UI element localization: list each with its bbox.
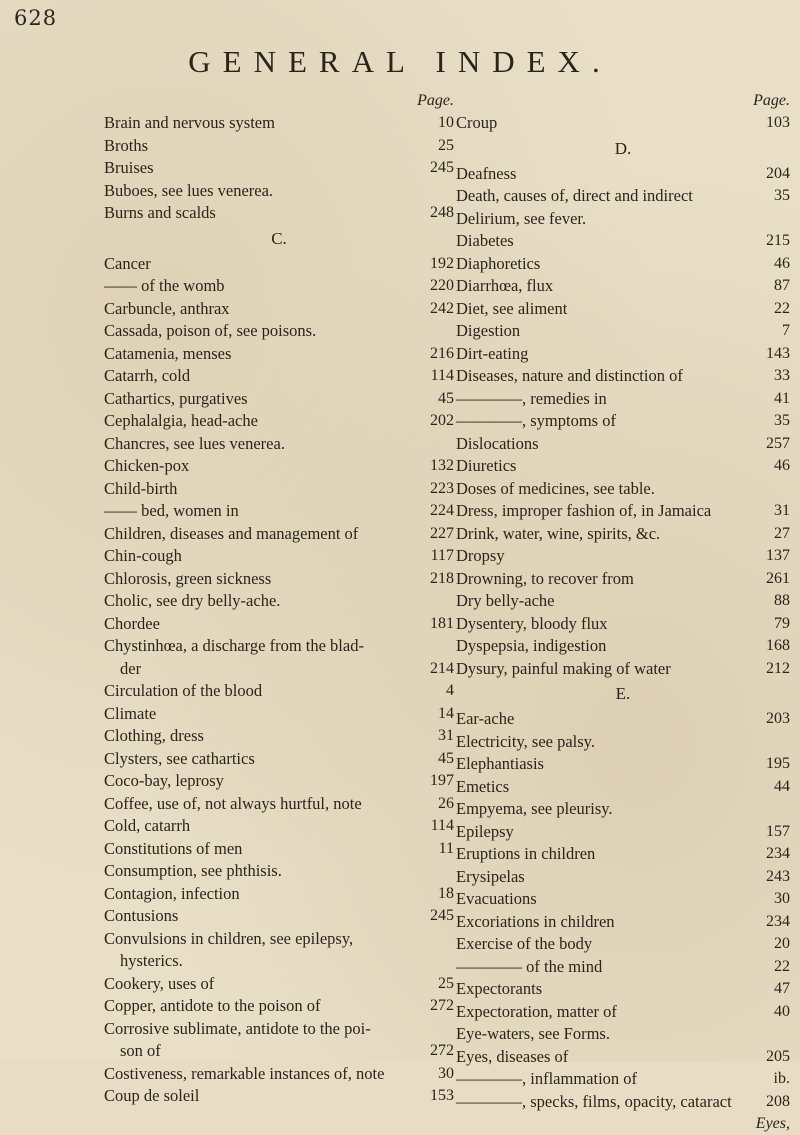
entry-text: Electricity, see palsy. [456,731,595,751]
entry-text: Diaphoretics [456,253,541,273]
entry-text: Diet, see aliment [456,298,568,318]
entry-page: 195 [766,755,790,772]
entry-text: Dislocations [456,433,539,453]
entry-page: 22 [774,957,790,975]
entry-page: 103 [766,114,790,131]
entry-text: —— bed, women in [104,501,239,520]
entry-page: 234 [766,912,790,930]
entry-page: 117 [430,547,454,564]
entry-text: Elephantiasis [456,754,544,773]
index-entry [456,545,790,568]
index-entry [104,680,454,703]
entry-text: Epilepsy [456,821,514,841]
entry-text: Buboes, see lues venerea. [104,180,274,200]
entry-text: Ear-ache [456,709,515,728]
entry-text: Delirium, see fever. [456,208,587,228]
index-entry [456,1046,790,1069]
index-entry [104,253,454,276]
entry-text: Doses of medicines, see table. [456,478,655,498]
entry-text: Constitutions of men [104,838,243,858]
entry-page: 245 [430,159,454,176]
entry-text: Diuretics [456,456,517,475]
entry-text: Emetics [456,776,510,796]
section-letter: D. [614,138,632,158]
index-entry [456,275,790,298]
entry-text: ————, symptoms of [456,411,616,430]
entry-text: Dry belly-ache [456,591,555,610]
index-entry [104,860,454,883]
index-entry [456,798,790,821]
index-entry [456,185,790,208]
index-entry [456,753,790,776]
entry-text: Dirt-eating [456,343,529,363]
entry-page: 242 [430,299,454,317]
index-entry [104,1085,454,1108]
index-entry [104,613,454,636]
index-entry [456,410,790,433]
index-entry [104,748,454,771]
index-entry [104,995,454,1018]
entry-page: 87 [774,277,790,294]
entry-page: 153 [430,1087,454,1104]
entry-page: 44 [774,777,790,795]
entry-page: 137 [766,547,790,564]
index-entry [104,1018,454,1041]
entry-text: Cancer [104,253,151,273]
index-entry [104,950,454,973]
index-entry [456,523,790,546]
index-entry [104,523,454,546]
index-entry [456,658,790,681]
index-entry [104,500,454,523]
entry-text: Coup de soleil [104,1086,200,1105]
entry-text: Exercise of the body [456,934,593,953]
entry-page: 114 [430,817,454,834]
entry-text: Copper, antidote to the poison of [104,996,321,1015]
entry-page: 203 [766,710,790,727]
index-entry [104,157,454,180]
entry-text: Child-birth [104,478,178,498]
index-entry [456,613,790,636]
entry-text: Diarrhœa, flux [456,276,554,295]
entry-page: 272 [430,997,454,1014]
index-entry [456,1001,790,1024]
entry-page: 168 [766,637,790,654]
index-entry [104,883,454,906]
index-entry [104,478,454,501]
right-page-label: Page. [753,92,790,109]
entry-page: 45 [438,389,454,407]
entry-text: Catarrh, cold [104,366,191,385]
entry-text: Eyes, diseases of [456,1046,569,1066]
entry-page: 25 [438,136,454,154]
index-entry [456,978,790,1001]
entry-page: 14 [438,704,454,722]
entry-page: 7 [782,322,790,339]
index-entry [104,320,454,343]
index-entry [104,770,454,793]
entry-page: 143 [766,344,790,362]
index-entry [456,455,790,478]
right-entries [456,112,790,1113]
index-entry [104,793,454,816]
entry-page: 41 [774,389,790,407]
entry-text: ————, inflammation of [456,1069,638,1088]
entry-page: 30 [774,890,790,907]
index-entry [104,658,454,681]
entry-text: —— of the womb [104,276,225,295]
entry-text: Circulation of the blood [104,681,263,700]
index-entry [104,905,454,928]
entry-page: 214 [430,659,454,677]
entry-page: 227 [430,524,454,542]
index-entry [104,703,454,726]
entry-text: Brain and nervous system [104,113,275,132]
entry-text: Consumption, see phthisis. [104,861,282,880]
index-entry [104,275,454,298]
entry-text: Digestion [456,321,521,340]
entry-page: 157 [766,822,790,840]
entry-text: Erysipelas [456,866,525,886]
index-entry [456,866,790,889]
entry-text: Clysters, see cathartics [104,748,255,768]
entry-text: Excoriations in children [456,911,615,931]
index-entry [104,838,454,861]
entry-page: 272 [430,1042,454,1059]
entry-text: Costiveness, remarkable instances of, note [104,1063,385,1083]
left-page-label: Page. [417,92,454,109]
index-entry [104,180,454,203]
index-entry [456,933,790,956]
index-entry [456,911,790,934]
entry-page: 261 [766,569,790,587]
entry-text: Chicken-pox [104,456,190,475]
entry-page: 46 [774,254,790,272]
entry-text: Death, causes of, direct and indirect [456,186,693,205]
entry-page: 27 [774,524,790,542]
index-entry [104,410,454,433]
index-entry [456,956,790,979]
index-entry [456,1068,790,1091]
entry-text: Dyspepsia, indigestion [456,636,607,655]
entry-page: 10 [438,114,454,131]
entry-page: 181 [430,614,454,632]
entry-text: son of [120,1041,161,1060]
entry-page: 20 [774,935,790,952]
entry-text: Burns and scalds [104,203,216,222]
entry-page: 132 [430,457,454,474]
index-entry [456,388,790,411]
entry-text: Evacuations [456,889,537,908]
entry-text: Chancres, see lues venerea. [104,433,285,453]
index-entry [456,843,790,866]
entry-page: 88 [774,592,790,609]
entry-page: 205 [766,1047,790,1065]
index-entry [104,298,454,321]
entry-text: Chordee [104,613,160,633]
entry-page: 31 [438,727,454,744]
entry-text: Croup [456,113,498,132]
index-entry [456,163,790,186]
entry-text: Contusions [104,906,179,925]
entry-page: 216 [430,344,454,362]
entry-text: Cathartics, purgatives [104,388,248,408]
entry-page: 18 [438,884,454,902]
index-entry [456,568,790,591]
index-entry [104,365,454,388]
entry-text: Catamenia, menses [104,343,232,363]
entry-page: 33 [774,367,790,384]
entry-page: 31 [774,502,790,519]
entry-page: 35 [774,412,790,429]
entry-page: 224 [430,502,454,519]
entry-page: 192 [430,254,454,272]
entry-text: hysterics. [120,951,183,970]
entry-page: 40 [774,1002,790,1020]
entry-page: 47 [774,980,790,997]
entry-page: 234 [766,845,790,862]
index-entry [104,545,454,568]
index-entry [456,708,790,731]
entry-text: Eruptions in children [456,844,596,863]
index-entry [104,1063,454,1086]
index-entry [456,253,790,276]
entry-page: 248 [430,204,454,221]
entry-page: 25 [438,974,454,992]
entry-page: 204 [766,164,790,182]
index-entry [456,230,790,253]
entry-text: Coffee, use of, not always hurtful, note [104,793,362,813]
entry-text: Coco-bay, leprosy [104,771,224,790]
entry-text: Expectoration, matter of [456,1001,617,1021]
entry-text: ————, specks, films, opacity, cataract [456,1091,732,1111]
index-entry [104,635,454,658]
entry-text: Cassada, poison of, see poisons. [104,321,317,340]
entry-page: 202 [430,412,454,429]
index-entry [104,112,454,135]
entry-page: 30 [438,1064,454,1082]
entry-page: 208 [766,1092,790,1110]
index-entry [104,590,454,613]
index-entry [104,343,454,366]
left-entries [104,112,454,1108]
entry-page: 215 [766,232,790,249]
entry-page: 26 [438,794,454,812]
index-entry [456,500,790,523]
entry-text: ————, remedies in [456,388,607,408]
entry-page: 114 [430,367,454,384]
entry-text: Expectorants [456,979,543,998]
entry-text: Empyema, see pleurisy. [456,799,613,818]
entry-text: Diabetes [456,231,514,250]
index-entry [456,208,790,231]
entry-text: Deafness [456,163,517,183]
entry-text: Diseases, nature and distinction of [456,366,683,385]
entry-page: 223 [430,479,454,497]
entry-text: Chystinhœa, a discharge from the blad- [104,636,364,655]
entry-page: 245 [430,907,454,924]
entry-page: ib. [773,1070,790,1087]
entry-text: Chlorosis, green sickness [104,568,272,588]
entry-text: Carbuncle, anthrax [104,298,230,318]
index-entry [104,202,454,225]
entry-page: 243 [766,867,790,885]
catchword: Eyes, [755,1115,790,1132]
index-entry [104,725,454,748]
entry-page: 79 [774,614,790,632]
entry-page: 45 [438,749,454,767]
entry-text: Chin-cough [104,546,182,565]
index-entry [104,455,454,478]
index-entry [456,888,790,911]
entry-text: Dress, improper fashion of, in Jamaica [456,501,712,520]
entry-text: Drink, water, wine, spirits, &c. [456,523,661,543]
entry-text: Dropsy [456,546,505,565]
index-entry [456,320,790,343]
entry-text: Cookery, uses of [104,973,215,993]
index-entry [104,815,454,838]
entry-page: 212 [766,659,790,677]
entry-text: Contagion, infection [104,883,240,903]
entry-page: 22 [774,299,790,317]
section-letter: E. [615,684,631,703]
index-entry [456,1023,790,1046]
entry-page: 11 [438,839,454,857]
index-entry [456,1091,790,1114]
section-letter: C. [271,228,287,248]
index-entry [456,776,790,799]
entry-text: Dysentery, bloody flux [456,613,608,633]
entry-text: Eye-waters, see Forms. [456,1024,610,1043]
index-entry [456,112,790,135]
entry-text: Clothing, dress [104,726,204,745]
entry-page: 197 [430,772,454,789]
index-entry [104,928,454,951]
entry-text: Drowning, to recover from [456,568,634,588]
entry-text: der [120,658,142,678]
left-column [104,92,454,1108]
index-entry [104,433,454,456]
index-entry [456,821,790,844]
entry-text: Convulsions in children, see epilepsy, [104,928,354,948]
right-column [456,92,790,1135]
index-entry [456,731,790,754]
entry-text: Broths [104,135,149,155]
index-entry [104,1040,454,1063]
entry-text: Corrosive sublimate, antidote to the poi- [104,1018,371,1038]
index-entry [456,298,790,321]
entry-text: Cold, catarrh [104,816,191,835]
entry-text: Children, diseases and management of [104,523,359,543]
entry-page: 35 [774,187,790,204]
entry-page: 220 [430,277,454,294]
entry-page: 4 [446,682,454,699]
entry-text: Cephalalgia, head-ache [104,411,258,430]
index-entry [104,568,454,591]
entry-text: Climate [104,703,157,723]
index-entry [456,343,790,366]
entry-page: 218 [430,569,454,587]
index-entry [456,365,790,388]
entry-text: Cholic, see dry belly-ache. [104,591,281,610]
index-entry [456,433,790,456]
entry-page: 257 [766,434,790,452]
page-title: GENERAL INDEX. [188,44,612,79]
index-entry [456,478,790,501]
entry-text: ———— of the mind [456,956,603,976]
index-entry [104,388,454,411]
entry-text: Dysury, painful making of water [456,658,671,678]
index-entry [456,635,790,658]
index-entry [104,973,454,996]
entry-page: 46 [774,457,790,474]
page-number: 628 [14,6,58,30]
index-entry [104,135,454,158]
entry-text: Bruises [104,158,154,177]
index-entry [456,590,790,613]
